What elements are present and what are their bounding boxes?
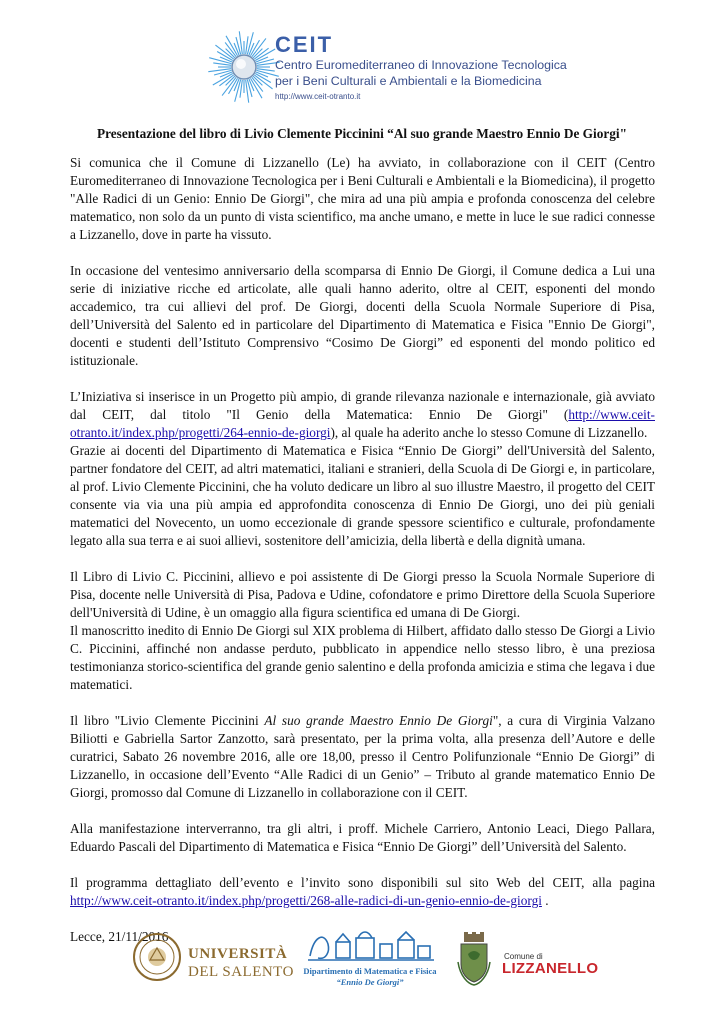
document-date: Lecce, 21/11/2016 bbox=[70, 929, 169, 944]
paragraph-3 bbox=[70, 388, 655, 442]
footer-logos bbox=[0, 926, 724, 1006]
ceit-logo bbox=[205, 28, 567, 108]
project-264-link[interactable]: http://www.ceit-otranto.it/index.php/progetti/264-ennio-de-giorgi bbox=[70, 407, 655, 440]
ceit-logo-url: http://www.ceit-otranto.it bbox=[275, 92, 361, 101]
ceit-logo-line1: Centro Euromediterraneo di Innovazione Tecnologica bbox=[275, 58, 567, 72]
ceit-burst-icon bbox=[205, 28, 283, 106]
paragraph-3-text-after: ), al quale ha aderito anche lo stesso Comune di Lizzanello. bbox=[330, 425, 648, 440]
paragraph-9 bbox=[70, 874, 655, 910]
unisalento-seal-icon bbox=[132, 932, 182, 982]
dmf-logo-name: Dipartimento di Matematica e Fisica bbox=[303, 966, 437, 976]
unisalento-text-line1: UNIVERSITÀ bbox=[188, 946, 288, 962]
paragraph-8: Alla manifestazione interverranno, tra gli altri, i proff. Michele Carriero, Antonio Leaci, Diego Pallara, Eduardo Pascali del Dipartimento di Matematica e Fisica “Ennio De Giorgi” dell’Università del Salento. bbox=[70, 821, 655, 854]
dmf-logo-subtitle: “Ennio De Giorgi” bbox=[336, 977, 404, 987]
ceit-logo-line2: per i Beni Culturali e Ambientali e la Biomedicina bbox=[275, 74, 542, 88]
paragraph-9-text-after: . bbox=[541, 893, 549, 908]
dmf-buildings-icon bbox=[306, 926, 436, 964]
lizzanello-name: LIZZANELLO bbox=[502, 960, 599, 977]
paragraph-7 bbox=[70, 712, 655, 802]
book-title-italic: Al suo grande Maestro Ennio De Giorgi bbox=[264, 713, 493, 728]
project-268-link[interactable]: http://www.ceit-otranto.it/index.php/progetti/268-alle-radici-di-un-genio-ennio-de-giorgi bbox=[70, 893, 542, 908]
document-body bbox=[70, 154, 655, 964]
paragraph-7-text-after: ", a cura di Virginia Valzano Biliotti e Gabriella Sartor Zanzotto, sarà presentato, per la prima volta, alla presenza dell’Autore e delle curatrici, Sabato 26 novembre 2016, alle ore 18,00, presso il Centro Polifunzionale “Ennio De Giorgi” di Lizzanello, in occasione dell’Evento “Alle Radici di un Genio” – Tributo al grande matematico Ennio De Giorgi, promosso dal Comune di Lizzanello in collaborazione con il CEIT. bbox=[70, 713, 655, 800]
paragraph-1: Si comunica che il Comune di Lizzanello (Le) ha avviato, in collaborazione con il CEIT (Centro Euromediterraneo di Innovazione Tecnologica per i Beni Culturali e Ambientali e la Biomedicina), il progetto "Alle Radici di un Genio: Ennio De Giorgi", che mira ad una più ampia e profonda conoscenza del celebre matematico, non solo da un punto di vista scientifico, ma anche umano, e mette in luce le sue radici connesse a Lizzanello, dove in parte ha vissuto. bbox=[70, 155, 655, 242]
paragraph-5: Il Libro di Livio C. Piccinini, allievo e poi assistente di De Giorgi presso la Scuola Normale Superiore di Pisa, docente nelle Università di Pisa, Padova e Udine, cofondatore e primo Direttore della Scuola Superiore dell'Università di Udine, è un omaggio alla figura scientifica ed umana di De Giorgi. bbox=[70, 569, 655, 620]
lizzanello-crest-icon bbox=[456, 932, 492, 986]
document-title: Presentazione del libro di Livio Clemente Piccinini “Al suo grande Maestro Ennio De Giorgi" bbox=[97, 126, 627, 141]
unisalento-text-line2: DEL SALENTO bbox=[188, 964, 294, 980]
paragraph-9-text-before: Il programma dettagliato dell’evento e l’invito sono disponibili sul sito Web del CEIT, alla pagina bbox=[70, 875, 655, 890]
dmf-logo bbox=[300, 926, 440, 998]
paragraph-7-text-before: Il libro "Livio Clemente Piccinini bbox=[70, 713, 265, 728]
paragraph-3-text-before: L’Iniziativa si inserisce in un Progetto più ampio, di grande rilevanza nazionale e internazionale, già avviato dal CEIT, dal titolo "Il Genio della Matematica: Ennio De Giorgi" ( bbox=[70, 389, 655, 422]
ceit-logo-name: CEIT bbox=[275, 32, 334, 57]
lizzanello-logo bbox=[456, 932, 599, 994]
unisalento-logo bbox=[132, 932, 292, 994]
paragraph-4: Grazie ai docenti del Dipartimento di Matematica e Fisica “Ennio De Giorgi” dell'Università del Salento, partner fondatore del CEIT, ad altri matematici, italiani e stranieri, della Scuola di De Giorgi e, in particolare, al prof. Livio Clemente Piccinini, che ha voluto dedicare un libro al suo illustre Maestro, il progetto del CEIT consente via via una più ampia ed approfondita conoscenza di Ennio De Giorgi, uno dei più geniali matematici del Novecento, un uomo eccezionale di grande spessore scientifico e culturale, profondamente legato alla sua terra e ai suoi allievi, sostenitore dell’amicizia, della libertà e della dignità umana. bbox=[70, 443, 655, 548]
paragraph-6: Il manoscritto inedito di Ennio De Giorgi sul XIX problema di Hilbert, affidato dallo stesso De Giorgi a Livio C. Piccinini, affinché non andasse perduto, pubblicato in appendice nello stesso libro, è una preziosa testimonianza storico-scientifica del grande genio salentino e della profonda amicizia e stima che legava i due matematici. bbox=[70, 623, 655, 692]
paragraph-2: In occasione del ventesimo anniversario della scomparsa di Ennio De Giorgi, il Comune dedica a Lui una serie di iniziative ricche ed articolate, alle quali hanno aderito, oltre al CEIT, esponenti del mondo accademico, tra cui allievi del prof. De Giorgi, docenti della Scuola Normale Superiore di Pisa, dell’Università del Salento ed in particolare del Dipartimento di Matematica e Fisica "Ennio De Giorgi", docenti e studenti dell’Istituto Comprensivo “Cosimo De Giorgi” ed esponenti del mondo politico ed istituzionale. bbox=[70, 263, 655, 368]
lizzanello-comune-label: Comune di bbox=[504, 952, 543, 961]
